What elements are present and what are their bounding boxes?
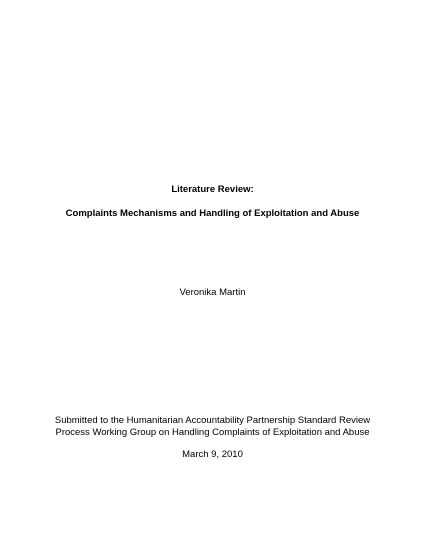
document-title: Literature Review: (171, 184, 254, 195)
submission-line-1: Submitted to the Humanitarian Accountability Partnership Standard Review (54, 415, 371, 426)
document-subtitle: Complaints Mechanisms and Handling of Exploitation and Abuse (65, 208, 360, 219)
document-date: March 9, 2010 (182, 449, 243, 460)
submission-line-2: Process Working Group on Handling Complaints of Exploitation and Abuse (55, 427, 370, 438)
author-name: Veronika Martin (179, 287, 246, 298)
